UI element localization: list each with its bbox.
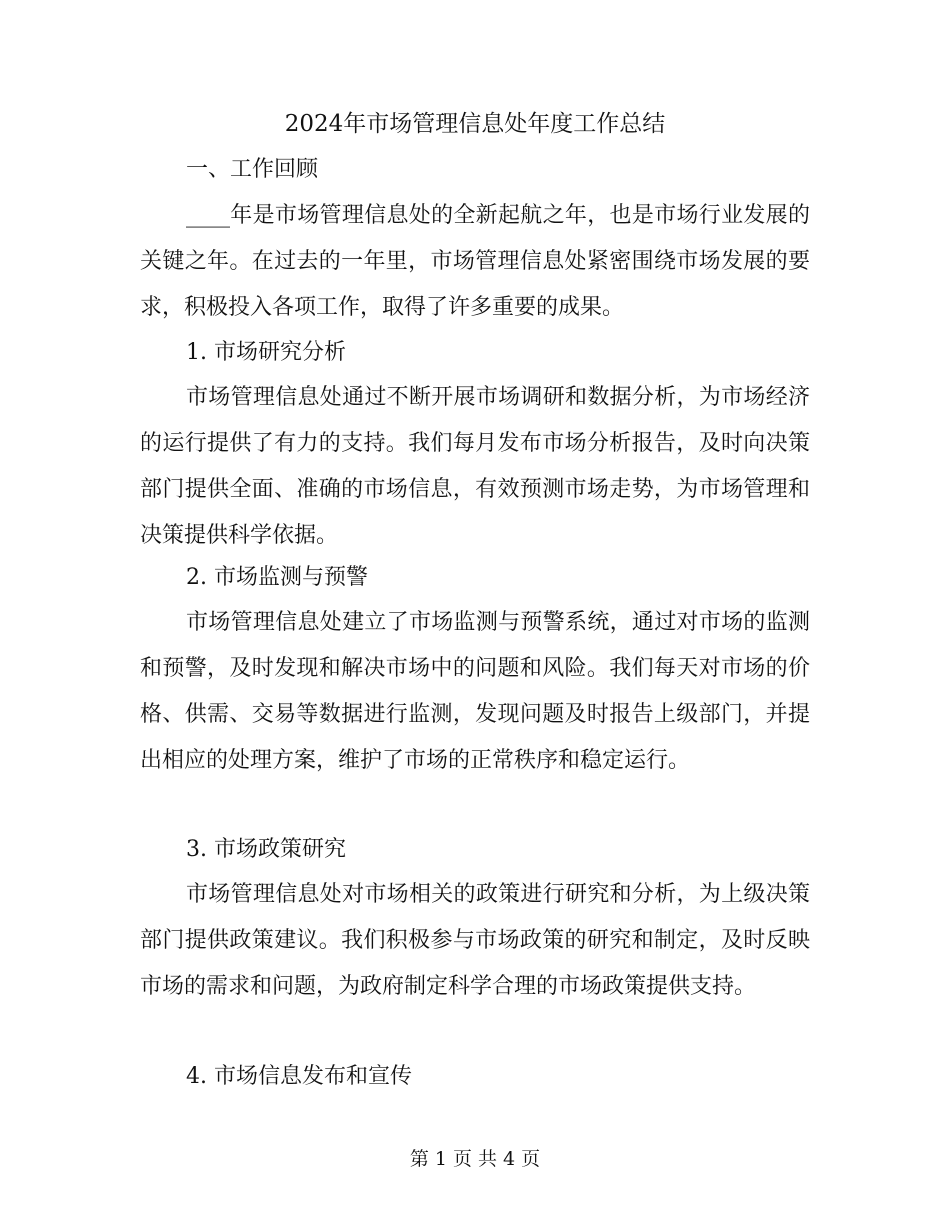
- item-body-3: 市场管理信息处对市场相关的政策进行研究和分析，为上级决策部门提供政策建议。我们积极参与市场政策的研究和制定，及时反映市场的需求和问题，为政府制定科学合理的市场政策提供支持。: [140, 882, 810, 999]
- intro-paragraph: ____年是市场管理信息处的全新起航之年，也是市场行业发展的关键之年。在过去的一年里，市场管理信息处紧密围绕市场发展的要求，积极投入各项工作，取得了许多重要的成果。: [140, 203, 810, 320]
- item-heading-4: 4. 市场信息发布和宣传: [186, 1064, 412, 1089]
- item-heading-2: 2. 市场监测与预警: [186, 565, 368, 590]
- item-body-2: 市场管理信息处建立了市场监测与预警系统，通过对市场的监测和预警，及时发现和解决市场中的问题和风险。我们每天对市场的价格、供需、交易等数据进行监测，发现问题及时报告上级部门，并提出相应的处理方案，维护了市场的正常秩序和稳定运行。: [140, 610, 810, 773]
- section-heading: 一、工作回顾: [186, 157, 319, 182]
- item-heading-3: 3. 市场政策研究: [186, 837, 346, 862]
- document-title: 2024年市场管理信息处年度工作总结: [284, 111, 666, 137]
- item-heading-1: 1. 市场研究分析: [186, 340, 346, 365]
- item-body-1: 市场管理信息处通过不断开展市场调研和数据分析，为市场经济的运行提供了有力的支持。我们每月发布市场分析报告，及时向决策部门提供全面、准确的市场信息，有效预测市场走势，为市场管理和决策提供科学依据。: [140, 385, 810, 548]
- page-number-footer: 第 1 页 共 4 页: [409, 1148, 541, 1170]
